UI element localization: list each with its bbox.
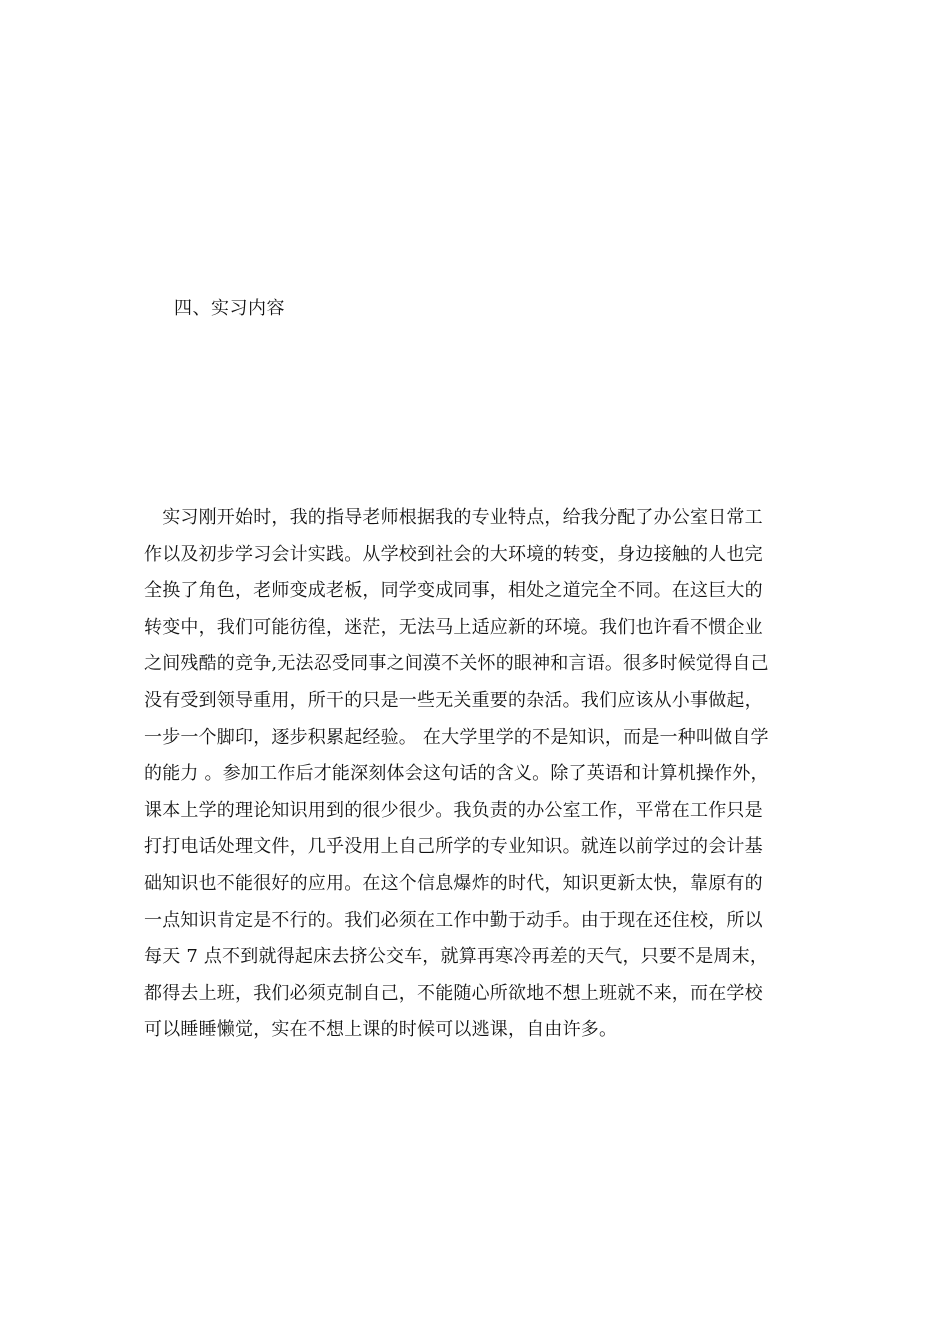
paragraph-line: 础知识也不能很好的应用。在这个信息爆炸的时代，知识更新太快，靠原有的 — [144, 872, 763, 894]
paragraph-line: 全换了角色，老师变成老板，同学变成同事，相处之道完全不同。在这巨大的 — [144, 580, 763, 602]
paragraph-line: 可以睡睡懒觉，实在不想上课的时候可以逃课，自由许多。 — [144, 1019, 618, 1041]
paragraph-line: 打打电话处理文件，几乎没用上自己所学的专业知识。就连以前学过的会计基 — [144, 836, 763, 858]
paragraph-line: 实习刚开始时，我的指导老师根据我的专业特点，给我分配了办公室日常工 — [144, 507, 763, 528]
paragraph-line: 一点知识肯定是不行的。我们必须在工作中勤于动手。由于现在还住校，所以 — [144, 909, 763, 931]
paragraph-line: 每天 7 点不到就得起床去挤公交车，就算再寒冷再差的天气，只要不是周末， — [144, 946, 769, 968]
section-heading: 四、实习内容 — [174, 298, 285, 319]
paragraph-line: 课本上学的理论知识用到的很少很少。我负责的办公室工作，平常在工作只是 — [144, 799, 763, 821]
paragraph-line: 转变中，我们可能彷徨，迷茫，无法马上适应新的环境。我们也许看不惯企业 — [144, 616, 763, 638]
paragraph-line: 都得去上班，我们必须克制自己，不能随心所欲地不想上班就不来，而在学校 — [144, 982, 763, 1004]
paragraph-line: 一步一个脚印，逐步积累起经验。 在大学里学的不是知识，而是一种叫做自学 — [144, 726, 769, 748]
paragraph-line: 没有受到领导重用，所干的只是一些无关重要的杂活。我们应该从小事做起， — [144, 689, 763, 711]
paragraph-line: 作以及初步学习会计实践。从学校到社会的大环境的转变，身边接触的人也完 — [144, 543, 763, 565]
body-paragraph — [144, 500, 804, 1049]
paragraph-line: 之间残酷的竞争,无法忍受同事之间漠不关怀的眼神和言语。很多时候觉得自己 — [144, 653, 769, 675]
paragraph-line: 的能力 。参加工作后才能深刻体会这句话的含义。除了英语和计算机操作外， — [144, 763, 769, 785]
